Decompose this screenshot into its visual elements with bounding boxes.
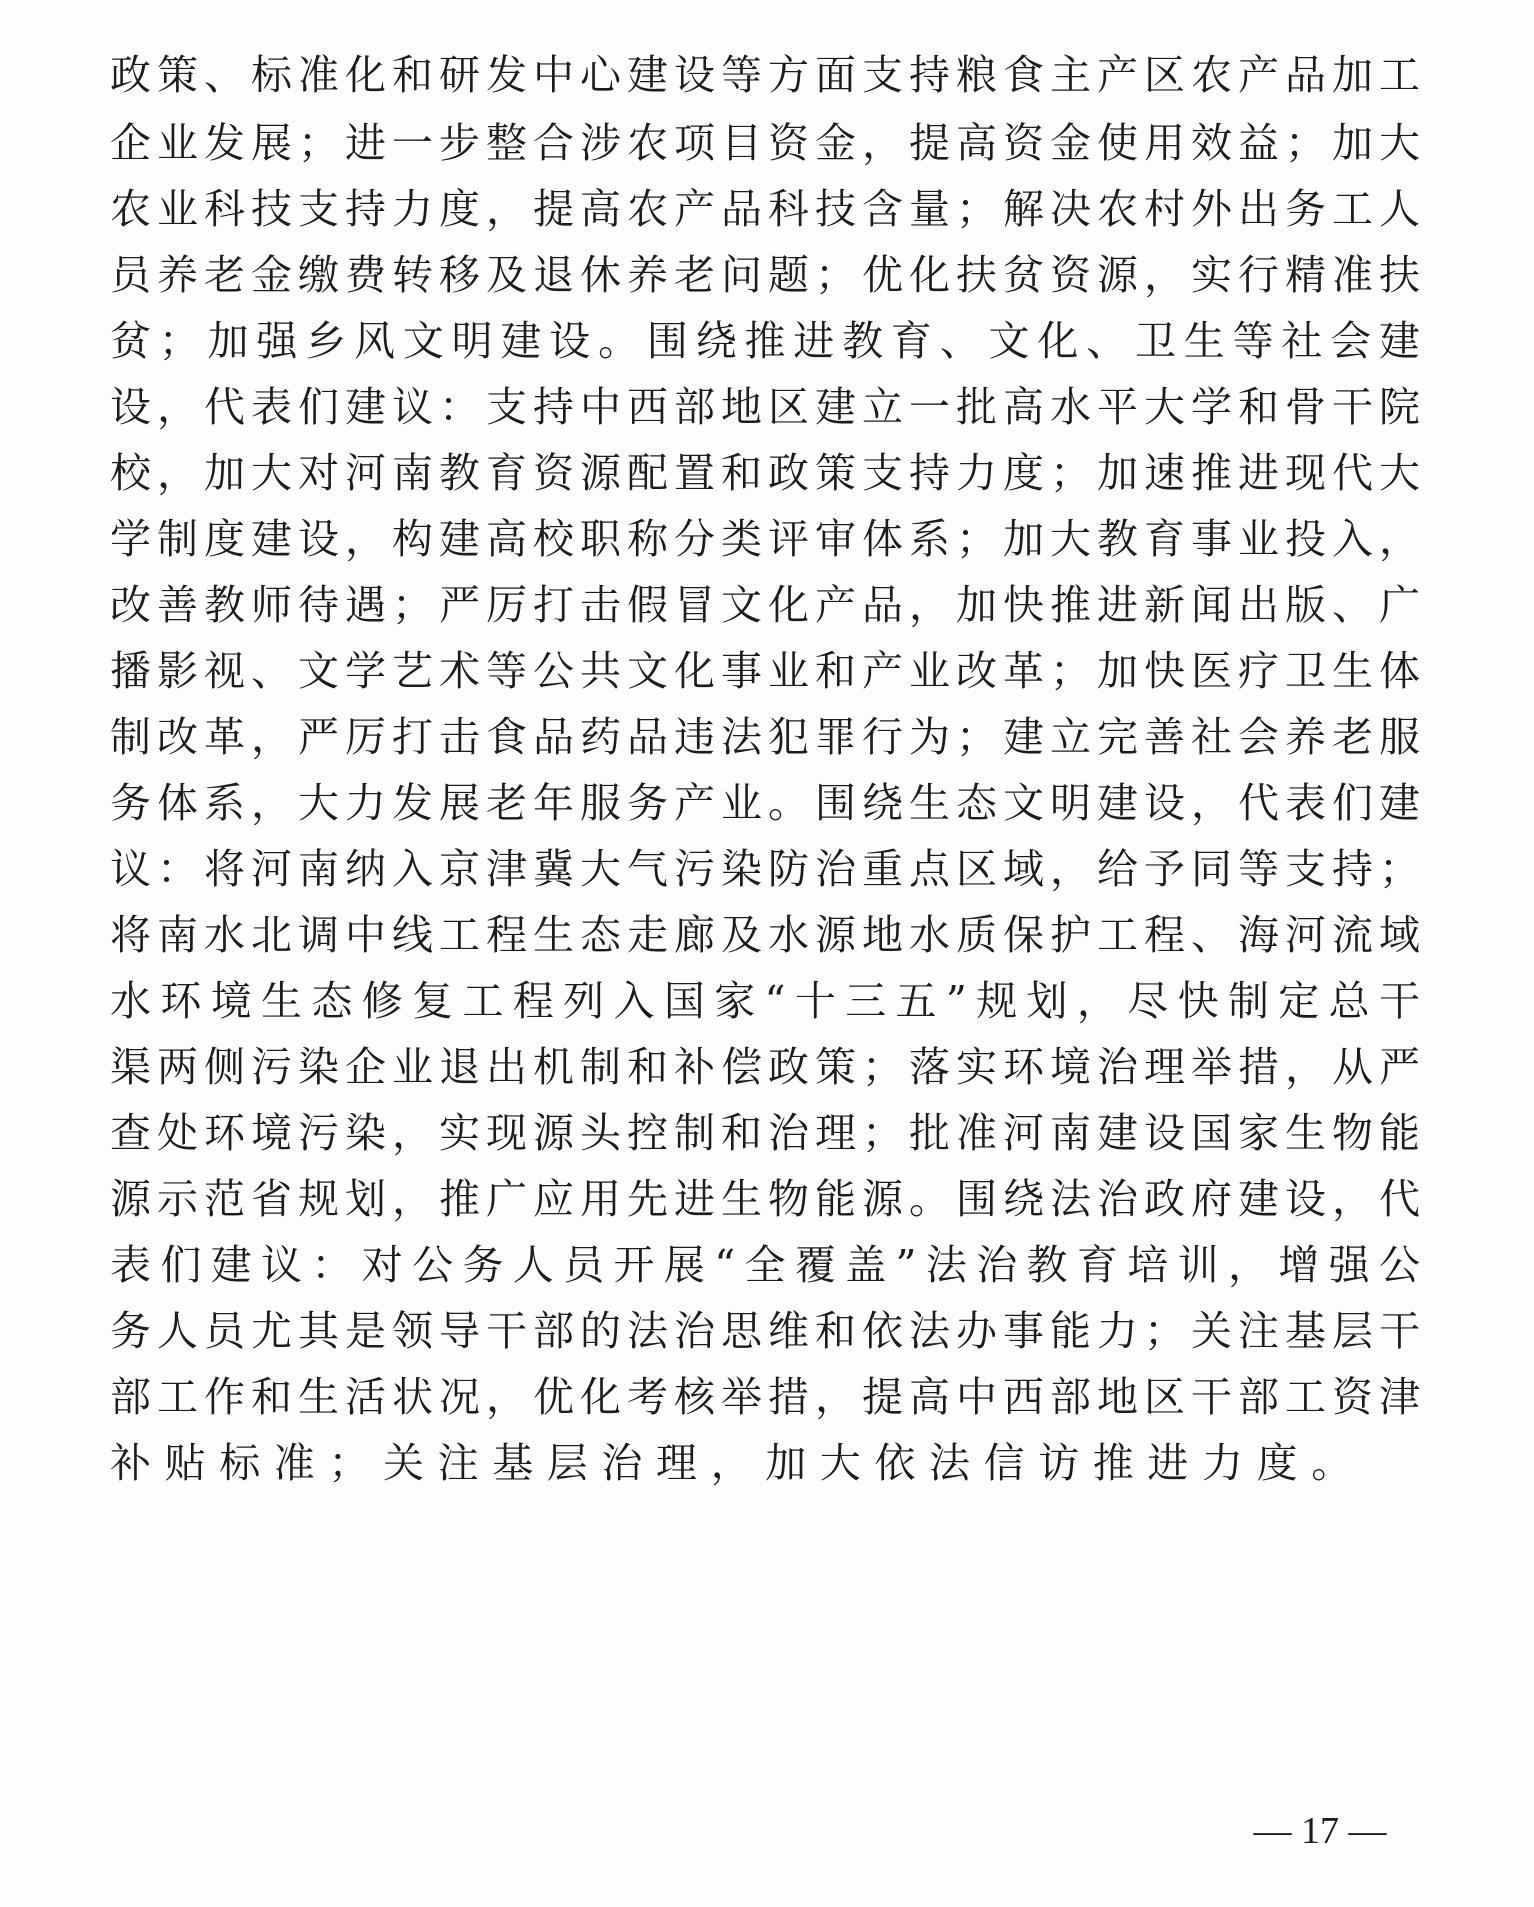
body-text-line: 务人员尤其是领导干部的法治思维和依法办事能力；关注基层干 xyxy=(110,1307,1420,1355)
body-text-line: 源示范省规划，推广应用先进生物能源。围绕法治政府建设，代 xyxy=(110,1175,1420,1223)
body-text-line: 查处环境污染，实现源头控制和治理；批准河南建设国家生物能 xyxy=(110,1109,1420,1157)
body-text-line: 农业科技支持力度，提高农产品科技含量；解决农村外出务工人 xyxy=(110,185,1420,233)
body-text-line: 表们建议：对公务人员开展“全覆盖”法治教育培训，增强公 xyxy=(110,1241,1420,1289)
body-text-line: 学制度建设，构建高校职称分类评审体系；加大教育事业投入， xyxy=(110,515,1420,563)
body-text-line: 企业发展；进一步整合涉农项目资金，提高资金使用效益；加大 xyxy=(110,119,1420,167)
body-text-line: 贫；加强乡风文明建设。围绕推进教育、文化、卫生等社会建 xyxy=(110,317,1420,365)
body-text-line: 水环境生态修复工程列入国家“十三五”规划，尽快制定总干 xyxy=(110,977,1420,1025)
body-text-line: 务体系，大力发展老年服务产业。围绕生态文明建设，代表们建 xyxy=(110,779,1420,827)
body-text-line: 播影视、文学艺术等公共文化事业和产业改革；加快医疗卫生体 xyxy=(110,647,1420,695)
body-text-line: 部工作和生活状况，优化考核举措，提高中西部地区干部工资津 xyxy=(110,1373,1420,1421)
body-text-line: 改善教师待遇；严厉打击假冒文化产品，加快推进新闻出版、广 xyxy=(110,581,1420,629)
body-text-line: 渠两侧污染企业退出机制和补偿政策；落实环境治理举措，从严 xyxy=(110,1043,1420,1091)
body-text-line: 设，代表们建议：支持中西部地区建立一批高水平大学和骨干院 xyxy=(110,383,1420,431)
body-text-line: 政策、标准化和研发中心建设等方面支持粮食主产区农产品加工 xyxy=(110,51,1420,99)
body-text-line: 补贴标准；关注基层治理，加大依法信访推进力度。 xyxy=(110,1439,1366,1487)
body-text-line: 员养老金缴费转移及退休养老问题；优化扶贫资源，实行精准扶 xyxy=(110,251,1420,299)
body-text-line: 制改革，严厉打击食品药品违法犯罪行为；建立完善社会养老服 xyxy=(110,713,1420,761)
page-number: — 17 — xyxy=(1253,1810,1387,1852)
body-text-line: 议：将河南纳入京津冀大气污染防治重点区域，给予同等支持； xyxy=(110,845,1420,893)
body-text-line: 校，加大对河南教育资源配置和政策支持力度；加速推进现代大 xyxy=(110,449,1420,497)
body-text-line: 将南水北调中线工程生态走廊及水源地水质保护工程、海河流域 xyxy=(110,911,1420,959)
